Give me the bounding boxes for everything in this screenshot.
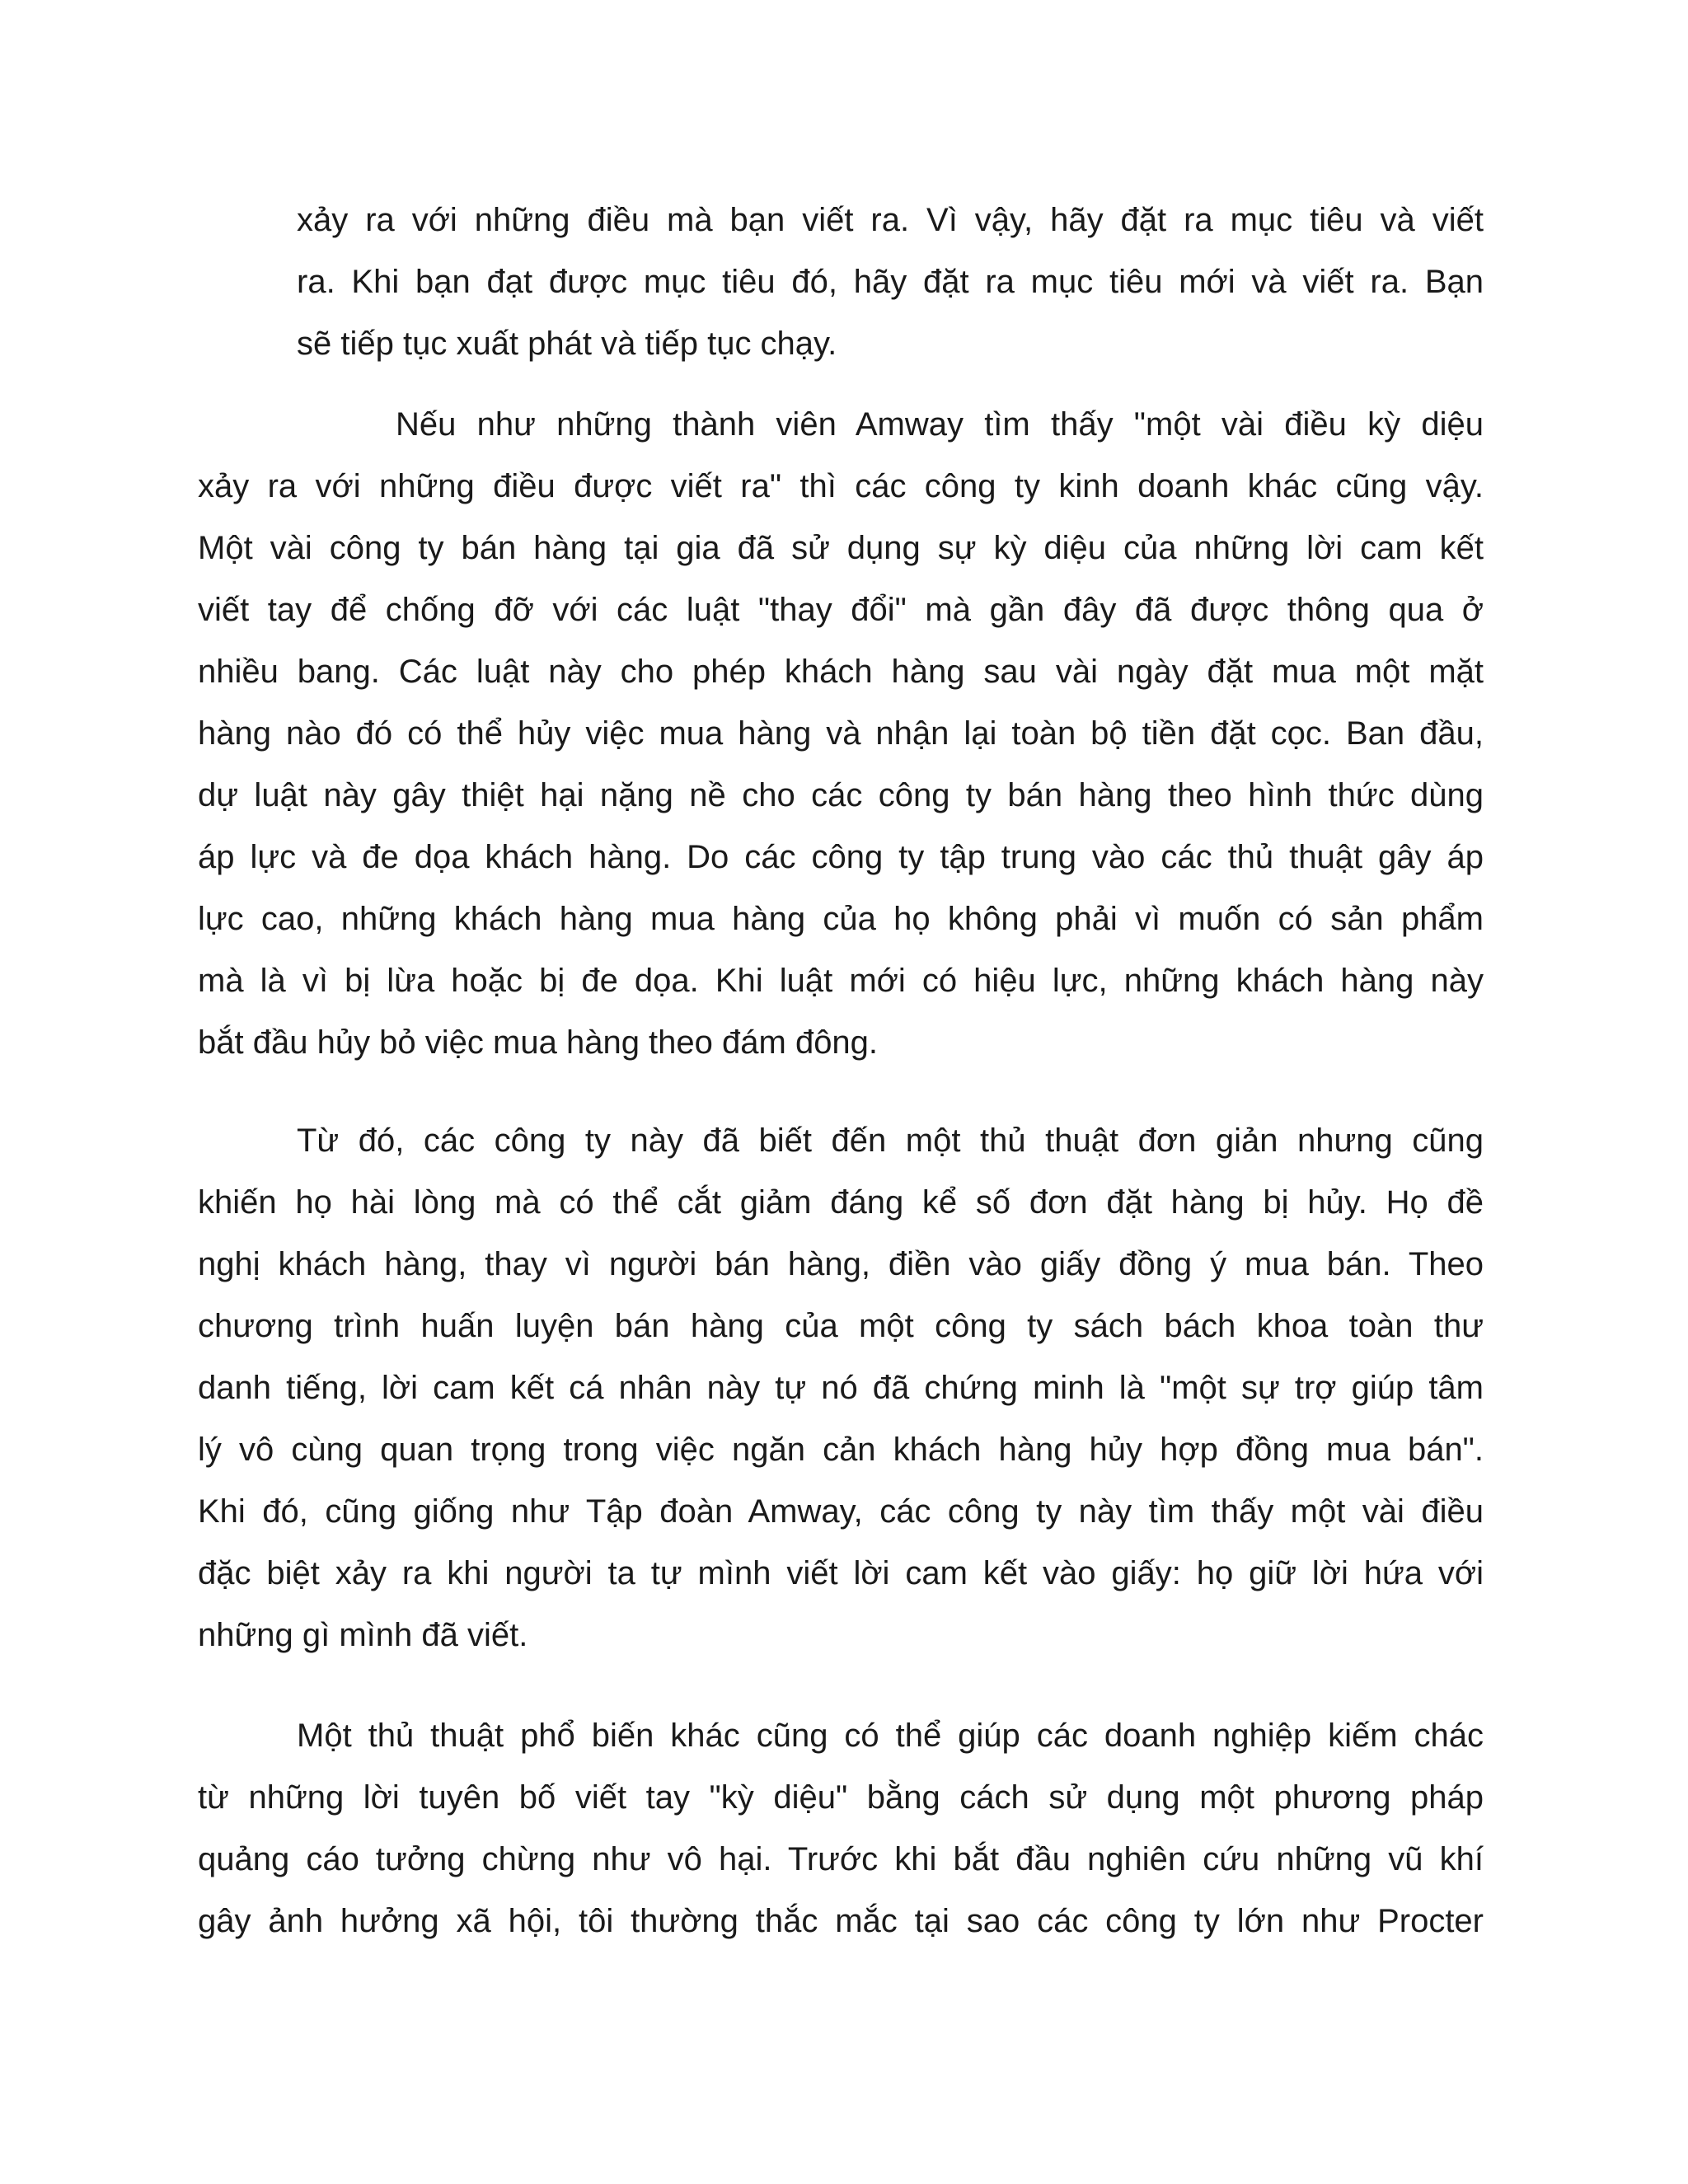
text-line: Một vài công ty bán hàng tại gia đã sử dụng sự kỳ diệu của những lời cam kết xyxy=(198,530,1484,566)
text-line: lý vô cùng quan trọng trong việc ngăn cản khách hàng hủy hợp đồng mua bán". xyxy=(198,1432,1484,1468)
paragraph-2 xyxy=(198,1110,1484,1666)
text-line: khiến họ hài lòng mà có thể cắt giảm đáng kể số đơn đặt hàng bị hủy. Họ đề xyxy=(198,1184,1484,1221)
text-line: từ những lời tuyên bố viết tay "kỳ diệu" bằng cách sử dụng một phương pháp xyxy=(198,1779,1484,1816)
text-line: gây ảnh hưởng xã hội, tôi thường thắc mắc tại sao các công ty lớn như Procter xyxy=(198,1903,1484,1939)
text-line: Nếu như những thành viên Amway tìm thấy "một vài điều kỳ diệu xyxy=(396,406,1484,443)
paragraph-1 xyxy=(198,394,1484,1074)
text-line: nhiều bang. Các luật này cho phép khách hàng sau vài ngày đặt mua một mặt xyxy=(198,654,1484,690)
text-line: Khi đó, cũng giống như Tập đoàn Amway, các công ty này tìm thấy một vài điều xyxy=(198,1493,1484,1530)
text-line: nghị khách hàng, thay vì người bán hàng, điền vào giấy đồng ý mua bán. Theo xyxy=(198,1246,1484,1282)
text-line: lực cao, những khách hàng mua hàng của họ không phải vì muốn có sản phẩm xyxy=(198,901,1484,937)
quote-paragraph xyxy=(297,190,1484,375)
text-line: danh tiếng, lời cam kết cá nhân này tự nó đã chứng minh là "một sự trợ giúp tâm xyxy=(198,1370,1484,1406)
text-line: đặc biệt xảy ra khi người ta tự mình viết lời cam kết vào giấy: họ giữ lời hứa với xyxy=(198,1555,1484,1591)
text-line: quảng cáo tưởng chừng như vô hại. Trước khi bắt đầu nghiên cứu những vũ khí xyxy=(198,1841,1484,1877)
text-line: những gì mình đã viết. xyxy=(198,1617,528,1653)
text-line: xảy ra với những điều được viết ra" thì các công ty kinh doanh khác cũng vậy. xyxy=(198,468,1484,504)
text-line: dự luật này gây thiệt hại nặng nề cho các công ty bán hàng theo hình thức dùng xyxy=(198,777,1484,813)
text-line: áp lực và đe dọa khách hàng. Do các công ty tập trung vào các thủ thuật gây áp xyxy=(198,839,1484,875)
text-line: ra. Khi bạn đạt được mục tiêu đó, hãy đặt ra mục tiêu mới và viết ra. Bạn xyxy=(297,264,1484,300)
text-line: chương trình huấn luyện bán hàng của một công ty sách bách khoa toàn thư xyxy=(198,1308,1484,1344)
text-line: hàng nào đó có thể hủy việc mua hàng và nhận lại toàn bộ tiền đặt cọc. Ban đầu, xyxy=(198,715,1484,752)
text-line: sẽ tiếp tục xuất phát và tiếp tục chạy. xyxy=(297,326,837,362)
text-line: bắt đầu hủy bỏ việc mua hàng theo đám đông. xyxy=(198,1024,879,1061)
text-line: mà là vì bị lừa hoặc bị đe dọa. Khi luật mới có hiệu lực, những khách hàng này xyxy=(198,963,1484,999)
text-line: xảy ra với những điều mà bạn viết ra. Vì vậy, hãy đặt ra mục tiêu và viết xyxy=(297,202,1484,238)
text-line: Một thủ thuật phổ biến khác cũng có thể giúp các doanh nghiệp kiếm chác xyxy=(297,1718,1484,1754)
paragraph-3 xyxy=(198,1705,1484,1952)
text-line: viết tay để chống đỡ với các luật "thay đổi" mà gần đây đã được thông qua ở xyxy=(198,592,1484,628)
text-line: Từ đó, các công ty này đã biết đến một thủ thuật đơn giản nhưng cũng xyxy=(297,1122,1484,1159)
